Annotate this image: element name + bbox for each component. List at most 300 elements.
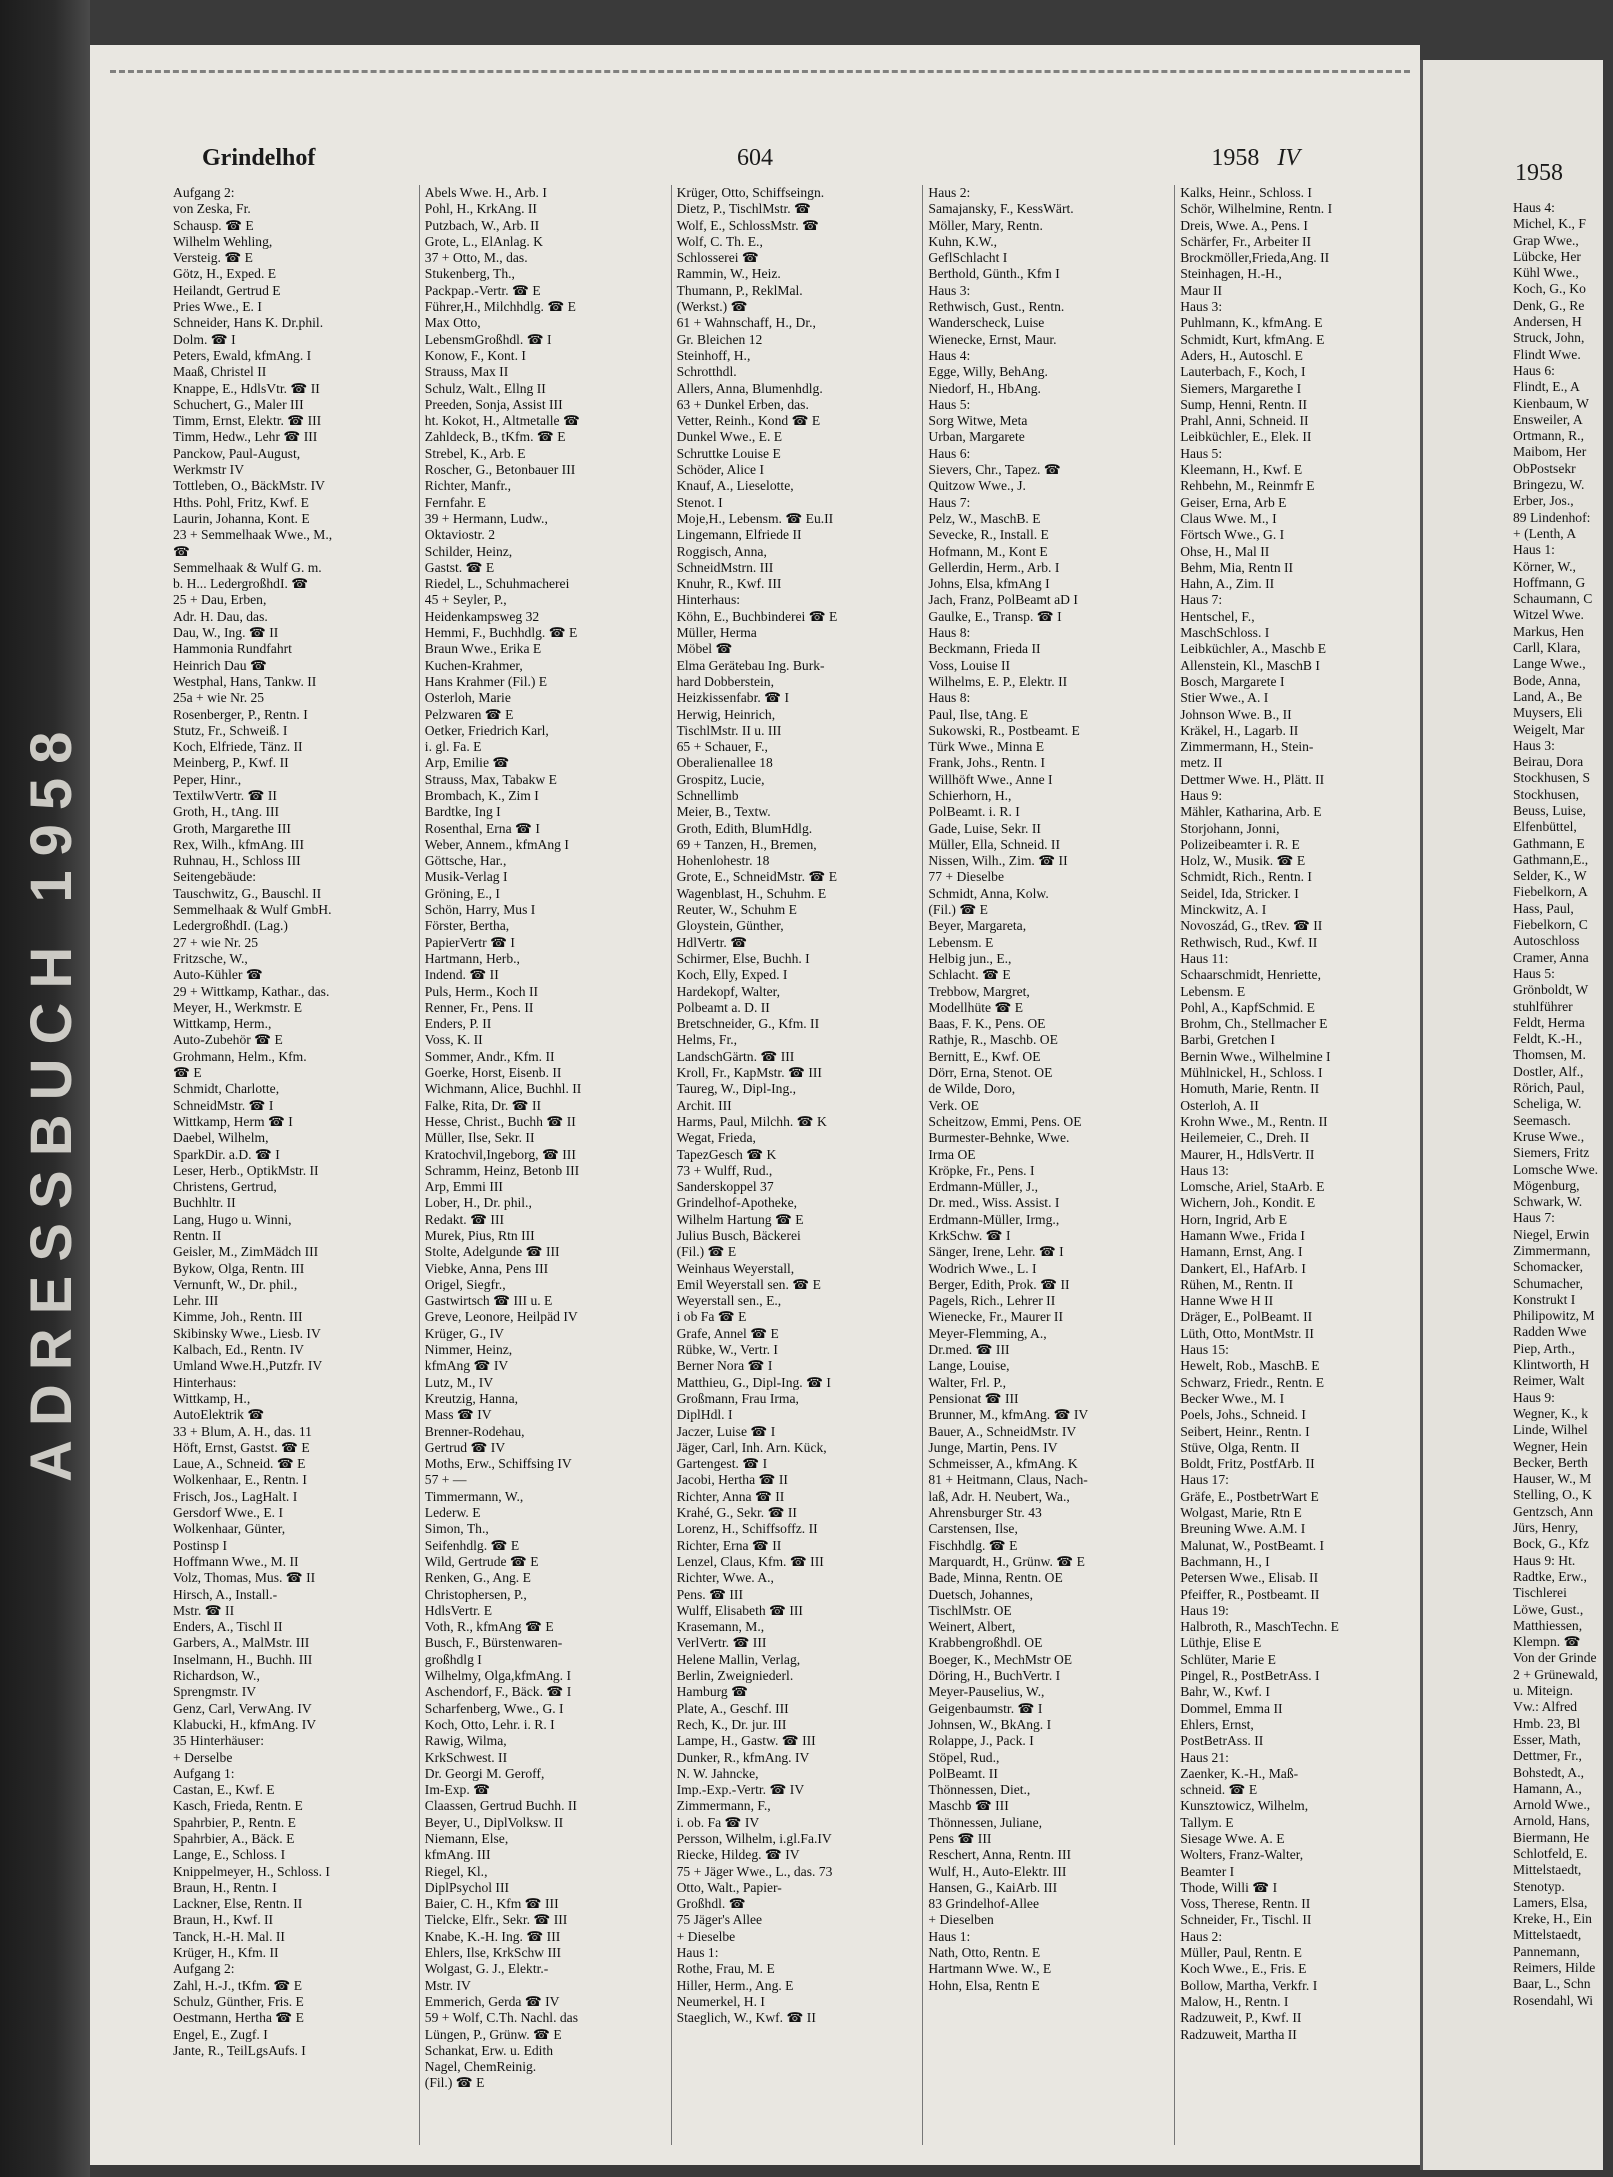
directory-entry: Trebbow, Margret, [928,983,1030,999]
directory-entry: PolBeamt. II [928,1765,998,1781]
directory-entry: Beckmann, Frieda II [928,641,1041,657]
directory-entry: Schilder, Heinz, [424,543,513,559]
directory-entry: Homuth, Marie, Rentn. II [1180,1081,1320,1097]
directory-entry: Dreis, Wwe. A., Pens. I [1180,217,1308,233]
directory-entry: Aufgang 1: [173,1765,235,1781]
directory-entry: Gellerdin, Herm., Arb. I [928,559,1060,575]
directory-entry: Stockhusen, S [1513,770,1591,786]
directory-entry: Versteig. ☎ E [173,250,253,266]
directory-entry: Christophersen, P., [424,1586,527,1602]
directory-entry: Brenner-Rodehau, [424,1423,525,1439]
directory-entry: Dankert, El., HafArb. I [1180,1260,1306,1276]
directory-entry: PostBetrAss. II [1180,1733,1264,1749]
directory-entry: Förster, Bertha, [424,918,510,934]
directory-entry: Wilhelm Hartung ☎ E [676,1211,804,1227]
directory-entry: Lange, Louise, [928,1358,1010,1374]
directory-entry: Arnold Wwe., [1513,1797,1591,1813]
directory-entry: Erdmann-Müller, Irmg., [928,1211,1060,1227]
directory-entry: Marquardt, H., Grünw. ☎ E [928,1553,1085,1569]
directory-entry: Dunker, R., kfmAng. IV [676,1749,810,1765]
directory-entry: schneid. ☎ E [1180,1782,1258,1798]
directory-entry: i ob Fa ☎ E [676,1309,747,1325]
directory-entry: Gathmann, E [1513,835,1585,851]
directory-entry: Jante, R., TeilLgsAufs. I [173,2042,306,2058]
directory-entry: Prahl, Anni, Schneid. II [1180,413,1309,429]
directory-entry: Carstensen, Ilse, [928,1521,1018,1537]
directory-entry: Gertrud ☎ IV [424,1439,506,1455]
directory-entry: 45 + Seyler, P., [424,592,507,608]
directory-entry: Müller, Ilse, Sekr. II [424,1130,535,1146]
directory-column-1 [168,185,420,2145]
directory-entry: 25 + Dau, Erben, [173,592,267,608]
directory-entry: Witzel Wwe. [1513,607,1584,623]
directory-entry: Tielcke, Elfr., Sekr. ☎ III [424,1912,568,1928]
directory-entry: Novoszád, G., tRev. ☎ II [1180,918,1323,934]
directory-entry: Haus 9: [1180,787,1223,803]
directory-entry: 35 Hinterhäuser: [173,1733,264,1749]
directory-entry: Riedel, L., Schuhmacherei [424,576,570,592]
directory-entry: Jacobi, Hertha ☎ II [676,1472,788,1488]
directory-entry: Groth, Edith, BlumHdlg. [676,820,813,836]
directory-entry: Kuchen-Krahmer, [424,657,523,673]
directory-entry: Matthieu, G., Dipl-Ing. ☎ I [676,1374,831,1390]
directory-entry: Pagels, Rich., Lehrer II [928,1293,1056,1309]
directory-entry: Stutz, Fr., Schweiß. I [173,722,288,738]
directory-entry: Schlüter, Marie E [1180,1651,1276,1667]
directory-entry: Schneider, Fr., Tischl. II [1180,1912,1312,1928]
directory-entry: TischlMstr. II u. III [676,722,782,738]
directory-entry: Bade, Minna, Rentn. OE [928,1570,1063,1586]
directory-entry: Maur II [1180,282,1223,298]
directory-entry: Klempn. ☎ [1513,1634,1581,1650]
directory-entry: Rosenthal, Erna ☎ I [424,820,540,836]
directory-entry: Semmelhaak & Wulf GmbH. [173,902,332,918]
directory-entry: Wegner, K., k [1513,1405,1588,1421]
edition-label [1211,145,1300,172]
directory-entry: Hohn, Elsa, Rentn E [928,1977,1040,1993]
directory-entry: Stier Wwe., A. I [1180,690,1269,706]
directory-entry: Riegel, Kl., [424,1863,488,1879]
directory-entry: Lober, H., Dr. phil., [424,1195,532,1211]
directory-entry: Moje,H., Lebensm. ☎ Eu.II [676,510,834,526]
directory-entry: Scheitzow, Emmi, Pens. OE [928,1113,1082,1129]
directory-entry: Dräger, E., PolBeamt. II [1180,1309,1313,1325]
directory-entry: Voss, Louise II [928,657,1011,673]
directory-entry: Maibom, Her [1513,444,1587,460]
directory-entry: Fiebelkorn, A [1513,884,1588,900]
directory-entry: Elfenbüttel, [1513,819,1577,835]
directory-entry: TischlMstr. OE [928,1602,1012,1618]
directory-entry: Tallym. E [1180,1814,1234,1830]
directory-entry: Maaß, Christel II [173,364,267,380]
directory-entry: Nath, Otto, Rentn. E [928,1945,1041,1961]
directory-entry: Neumerkel, H. I [676,1993,765,2009]
directory-entry: Kroll, Fr., KapMstr. ☎ III [676,1065,822,1081]
directory-entry: Preeden, Sonja, Assist III [424,396,563,412]
directory-entry: 73 + Wulff, Rud., [676,1162,773,1178]
directory-entry: ☎ E [173,1065,202,1081]
directory-entry: Julius Busch, Bäckerei [676,1228,801,1243]
directory-entry: Volz, Thomas, Mus. ☎ II [173,1570,316,1586]
directory-entry: i. gl. Fa. E [424,739,482,755]
directory-entry: Horn, Ingrid, Arb E [1180,1211,1288,1227]
directory-entry: Beyer, U., DiplVolksw. II [424,1814,564,1830]
directory-entry: Kalks, Heinr., Schloss. I [1180,185,1312,200]
directory-entry: Weigelt, Mar [1513,721,1585,737]
directory-entry: Schmidt, Anna, Kolw. [928,885,1049,901]
directory-entry: Schirmer, Else, Buchh. I [676,950,810,966]
directory-entry: Rethwisch, Rud., Kwf. II [1180,934,1318,950]
directory-entry: Flindt Wwe. [1513,346,1581,362]
directory-entry: Schmidt, Kurt, kfmAng. E [1180,331,1325,347]
directory-entry: Löwe, Gust., [1513,1601,1584,1617]
directory-entry: Krasemann, M., [676,1619,765,1635]
directory-entry: Seidel, Ida, Stricker. I [1180,885,1299,901]
directory-entry: Dau, W., Ing. ☎ II [173,625,279,641]
directory-entry: Land, A., Be [1513,688,1583,704]
directory-entry: Haus 3: [928,282,971,298]
directory-entry: Gaulke, E., Transp. ☎ I [928,608,1062,624]
directory-entry: Hmb. 23, Bl [1513,1715,1581,1731]
directory-entry: 75 + Jäger Wwe., L., das. 73 [676,1863,833,1879]
directory-entry: Im-Exp. ☎ [424,1782,491,1798]
directory-entry: Siemers, Margarethe I [1180,380,1302,396]
directory-entry: Niedorf, H., HbAng. [928,380,1041,396]
directory-entry: Koch, Otto, Lehr. i. R. I [424,1716,555,1732]
directory-entry: Struck, John, [1513,330,1585,346]
directory-entry: Beuss, Luise, [1513,802,1586,818]
directory-entry: Sanderskoppel 37 [676,1179,774,1195]
directory-entry: Bringezu, W. [1513,477,1585,493]
directory-entry: Wichern, Joh., Kondit. E [1180,1195,1316,1211]
directory-entry: Andersen, H [1513,314,1582,330]
directory-entry: Junge, Martin, Pens. IV [928,1439,1058,1455]
directory-entry: Johns, Elsa, kfmAng I [928,576,1050,592]
directory-entry: Wolf, C. Th. E., [676,233,763,249]
directory-entry: Meier, B., Textw. [676,804,771,820]
directory-entry: Roscher, G., Betonbauer III [424,462,576,478]
directory-entry: Meinberg, P., Kwf. II [173,755,289,771]
directory-entry: Redakt. ☎ III [424,1211,505,1227]
directory-entry: Vernunft, W., Dr. phil., [173,1276,298,1292]
directory-entry: Grafe, Annel ☎ E [676,1325,779,1341]
directory-entry: Hardekopf, Walter, [676,983,781,999]
edition-year: 1958 [1211,145,1260,171]
directory-entry: Wilhelms, E. P., Elektr. II [928,673,1068,689]
directory-entry: Breuning Wwe. A.M. I [1180,1521,1306,1537]
directory-entry: Gentzsch, Ann [1513,1503,1594,1519]
directory-entry: Erdmann-Müller, J., [928,1179,1039,1195]
directory-entry: Helbig jun., E., [928,950,1012,966]
directory-entry: Autoschloss [1513,933,1580,949]
spine-lettering: ADRESSBUCH 1958 [19,717,84,1483]
directory-entry: Kühl Wwe., [1513,265,1579,281]
directory-entry: Führer,H., Milchhdlg. ☎ E [424,299,576,315]
directory-entry: Mähler, Katharina, Arb. E [1180,804,1322,820]
directory-entry: Geigenbaumstr. ☎ I [928,1700,1043,1716]
directory-entry: Stöpel, Rud., [928,1749,1000,1765]
directory-entry: Gröning, E., I [424,885,500,901]
directory-entry: Greve, Leonore, Heilpäd IV [424,1309,578,1325]
directory-entry: Wolgast, Marie, Rtn E [1180,1505,1302,1521]
directory-entry: Halbroth, R., MaschTechn. E [1180,1619,1339,1635]
directory-entry: Gartengest. ☎ I [676,1456,768,1472]
directory-entry: Lebensm. E [1180,983,1246,999]
directory-entry: Erber, Jos., [1513,493,1574,509]
directory-entry: ht. Kokot, H., Altmetalle ☎ [424,413,580,429]
directory-entry: Lomsche Wwe. [1513,1161,1599,1177]
directory-entry: Kreke, H., Ein [1513,1911,1592,1927]
directory-entry: Stenot. I [676,494,723,510]
facing-page-column [1513,200,1613,2160]
directory-entry: Maurer, H., HdlsVertr. II [1180,1146,1315,1162]
directory-entry: Mstr. IV [424,1977,471,1993]
directory-entry: Schlosserei ☎ [676,250,759,266]
directory-entry: Helms, Fr., [676,1032,738,1048]
directory-entry: Schlacht. ☎ E [928,967,1011,983]
directory-entry: Linde, Wilhel [1513,1422,1588,1438]
directory-entry: Persson, Wilhelm, i.gl.Fa.IV [676,1830,832,1846]
directory-entry: Bosch, Margarete I [1180,673,1285,689]
directory-entry: Voss, Therese, Rentn. II [1180,1896,1311,1912]
directory-entry: Haus 17: [1180,1472,1229,1488]
directory-entry: Taureg, W., Dipl-Ing., [676,1081,797,1097]
directory-entry: Reuter, W., Schuhm E [676,902,797,918]
directory-entry: GeflSchlacht I [928,250,1008,266]
directory-entry: Carll, Klara, [1513,640,1581,656]
directory-entry: Thönnessen, Juliane, [928,1814,1043,1830]
directory-entry: Auto-Zubehör ☎ E [173,1032,283,1048]
directory-entry: Müller, Paul, Rentn. E [1180,1945,1302,1961]
directory-entry: Klintworth, H [1513,1357,1590,1373]
directory-entry: Mass ☎ IV [424,1407,492,1423]
directory-entry: Inselmann, H., Buchh. III [173,1651,313,1667]
directory-entry: Schmidt, Rich., Rentn. I [1180,869,1312,885]
directory-entry: Pelzwaren ☎ E [424,706,514,722]
directory-entry: SparkDir. a.D. ☎ I [173,1146,280,1162]
directory-entry: Haus 1: [1513,542,1555,558]
directory-entry: Quitzow Wwe., J. [928,478,1026,494]
directory-entry: Schneider, Hans K. Dr.phil. [173,315,324,331]
directory-entry: Elma Gerätebau Ing. Burk- [676,657,825,673]
directory-entry: Grap Wwe., [1513,232,1579,248]
directory-entry: 59 + Wolf, C.Th. Nachl. das [424,2010,578,2026]
edition-volume: IV [1277,145,1300,171]
directory-entry: Rehbehn, M., Reinmfr E [1180,478,1315,494]
directory-entry: Stockhusen, [1513,786,1580,802]
directory-entry: + (Lenth, A [1513,525,1577,541]
directory-entry: Helene Mallin, Verlag, [676,1651,801,1667]
directory-entry: Krabbengroßhdl. OE [928,1635,1043,1651]
directory-entry: Köhn, E., Buchbinderei ☎ E [676,608,838,624]
directory-entry: Hammonia Rundfahrt [173,641,292,657]
directory-entry: Döring, H., BuchVertr. I [928,1668,1061,1684]
directory-entry: Rex, Wilh., kfmAng. III [173,836,304,852]
directory-entry: Sommer, Andr., Kfm. II [424,1048,555,1064]
directory-entry: Wild, Gertrude ☎ E [424,1553,539,1569]
directory-entry: Wittkamp, H., [173,1390,251,1406]
directory-entry: MaschSchloss. I [1180,625,1270,641]
directory-entry: Haus 3: [1513,737,1555,753]
directory-entry: Kalbach, Ed., Rentn. IV [173,1342,304,1358]
directory-entry: Hoffmann Wwe., M. II [173,1553,299,1569]
directory-entry: Engel, E., Zugf. I [173,2026,268,2042]
directory-entry: Stüve, Olga, Rentn. II [1180,1439,1300,1455]
directory-entry: Türk Wwe., Minna E [928,739,1045,755]
directory-entry: Osterloh, A. II [1180,1097,1259,1113]
directory-page [90,45,1420,2165]
directory-entry: Wolf, E., SchlossMstr. ☎ [676,217,819,233]
directory-entry: Johnsen, W., BkAng. I [928,1716,1052,1732]
directory-entry: Falke, Rita, Dr. ☎ II [424,1097,542,1113]
directory-entry: Storjohann, Jonni, [1180,820,1280,836]
directory-entry: Schör, Wilhelmine, Rentn. I [1180,201,1333,217]
directory-entry: Johnson Wwe. B., II [1180,706,1292,722]
directory-entry: Dostler, Alf., [1513,1063,1584,1079]
directory-entry: Schulz, Günther, Fris. E [173,1993,304,2009]
directory-entry: LandschGärtn. ☎ III [676,1048,795,1064]
directory-entry: Pannemann, [1513,1943,1580,1959]
directory-entry: Pens ☎ III [928,1830,992,1846]
directory-entry: Stenotyp. [1513,1878,1565,1894]
directory-entry: Cramer, Anna [1513,949,1589,965]
directory-entry: Krüger, G., IV [424,1325,504,1341]
directory-entry: Rothe, Frau, M. E [676,1961,775,1977]
directory-entry: Braun, H., Kwf. II [173,1912,274,1928]
directory-entry: Wagenblast, H., Schuhm. E [676,885,827,901]
directory-entry: SchneidMstrn. III [676,559,774,575]
directory-entry: Sump, Henni, Rentn. II [1180,396,1308,412]
directory-entry: Nagel, ChemReinig. [424,2059,537,2075]
directory-entry: Bohstedt, A., [1513,1764,1584,1780]
directory-entry: Aders, H., Autoschl. E [1180,347,1303,363]
directory-entry: Gastwirtsch ☎ III u. E [424,1293,553,1309]
directory-entry: Westphal, Hans, Tankw. II [173,673,317,689]
directory-entry: Brohm, Ch., Stellmacher E [1180,1016,1328,1032]
directory-entry: Archit. III [676,1097,732,1113]
directory-entry: Niegel, Erwin [1513,1226,1590,1242]
directory-entry: Mögenburg, [1513,1177,1580,1193]
directory-entry: 57 + — [424,1472,467,1488]
directory-entry: Schulz, Walt., Ellng II [424,380,546,396]
directory-entry: Jach, Franz, PolBeamt aD I [928,592,1078,608]
directory-entry: Thönnessen, Diet., [928,1782,1031,1798]
directory-entry: Spahrbier, A., Bäck. E [173,1830,295,1846]
directory-entry: Murek, Pius, Rtn III [424,1228,535,1243]
directory-entry: Weinert, Albert, [928,1619,1016,1635]
directory-entry: 2 + Grünewald, [1513,1666,1599,1682]
directory-entry: Braun, H., Rentn. I [173,1879,277,1895]
directory-entry: Wulff, Elisabeth ☎ III [676,1602,803,1618]
directory-entry: Zimmermann, F., [676,1798,771,1814]
directory-entry: Kräkel, H., Lagarb. II [1180,722,1299,738]
directory-entry: Garbers, A., MalMstr. III [173,1635,310,1651]
directory-entry: Oetker, Friedrich Karl, [424,722,549,738]
directory-entry: Schmidt, Charlotte, [173,1081,280,1097]
directory-entry: Wichmann, Alice, Buchhl. II [424,1081,582,1097]
directory-entry: Thomsen, M. [1513,1047,1586,1063]
directory-entry: Rentn. II [173,1228,222,1243]
directory-entry: Auto-Kühler ☎ [173,967,263,983]
directory-entry: Werkmstr IV [173,462,245,478]
directory-entry: Braun Wwe., Erika E [424,641,542,657]
directory-entry: Ahrensburger Str. 43 [928,1505,1042,1521]
directory-entry: Leibküchler, A., Maschb E [1180,641,1327,657]
directory-entry: stuhlführer [1513,998,1573,1014]
directory-entry: Allenstein, Kl., MaschB I [1180,657,1320,673]
directory-entry: kfmAng. III [424,1847,491,1863]
directory-entry: Grote, E., SchneidMstr. ☎ E [676,869,837,885]
directory-entry: HdlsVertr. E [424,1602,493,1618]
directory-entry: Beirau, Dora [1513,754,1584,770]
directory-entry: Panckow, Paul-August, [173,445,301,461]
directory-entry: Barbi, Gretchen I [1180,1032,1275,1048]
directory-entry: Piep, Arth., [1513,1340,1575,1356]
directory-entry: Muysers, Eli [1513,705,1583,721]
directory-entry: Thumann, P., ReklMal. [676,282,803,298]
directory-entry: Ohse, H., Mal II [1180,543,1270,559]
directory-entry: Rathje, R., Maschb. OE [928,1032,1058,1048]
directory-entry: Lehr. III [173,1293,219,1309]
directory-entry: Pohl, A., KapfSchmid. E [1180,999,1315,1015]
directory-entry: Koch, G., Ko [1513,281,1586,297]
directory-entry: Körner, W., [1513,558,1576,574]
directory-entry: großhdlg I [424,1651,482,1667]
directory-entry: Haus 13: [1180,1162,1229,1178]
directory-entry: Dettmer, Fr., [1513,1748,1582,1764]
directory-entry: Gräfe, E., PostbetrWart E [1180,1488,1319,1504]
directory-entry: Wolters, Franz-Walter, [1180,1847,1304,1863]
directory-entry: Markus, Hen [1513,623,1584,639]
directory-entry: Wodrich Wwe., L. I [928,1260,1037,1276]
directory-entry: Kleemann, H., Kwf. E [1180,462,1303,478]
directory-entry: Rethwisch, Gust., Rentn. [928,299,1065,315]
directory-entry: Dr.med. ☎ III [928,1342,1010,1358]
directory-entry: Kröpke, Fr., Pens. I [928,1162,1035,1178]
directory-entry: Haus 4: [928,347,971,363]
directory-entry: Arnold, Hans, [1513,1813,1590,1829]
directory-entry: Grindelhof-Apotheke, [676,1195,798,1211]
directory-entry: Lutz, M., IV [424,1374,494,1390]
directory-entry: Radzuweit, P., Kwf. II [1180,2010,1302,2026]
directory-entry: Götz, H., Exped. E [173,266,277,282]
directory-entry: 27 + wie Nr. 25 [173,934,259,950]
directory-entry: Puhlmann, K., kfmAng. E [1180,315,1323,331]
directory-entry: Richter, Wwe. A., [676,1570,774,1586]
directory-entry: Arp, Emmi III [424,1179,503,1195]
directory-entry: 65 + Schauer, F., [676,739,768,755]
directory-entry: Wulf, H., Auto-Elektr. III [928,1863,1067,1879]
directory-entry: Flindt, E., A [1513,379,1580,395]
directory-entry: Rammin, W., Heiz. [676,266,781,282]
directory-entry: Baier, C. H., Kfm ☎ III [424,1896,559,1912]
directory-entry: Jürs, Henry, [1513,1520,1579,1536]
directory-entry: Timm, Hedw., Lehr ☎ III [173,429,318,445]
directory-entry: Dörr, Erna, Stenot. OE [928,1065,1053,1081]
directory-entry: ☎ [173,543,190,559]
directory-entry: Lebensm. E [928,934,994,950]
directory-entry: Schmeisser, A., kfmAng. K [928,1456,1078,1472]
top-divider [110,70,1410,75]
directory-entry: Heilandt, Gertrud E [173,282,281,298]
directory-entry: 63 + Dunkel Erben, das. [676,396,809,412]
directory-entry: Heizkissenfabr. ☎ I [676,690,790,706]
directory-entry: Umland Wwe.H.,Putzfr. IV [173,1358,323,1374]
directory-entry: Modellhüte ☎ E [928,999,1024,1015]
directory-entry: i. ob. Fa ☎ IV [676,1814,760,1830]
directory-entry: Adr. H. Dau, das. [173,608,268,624]
directory-entry: Arp, Emilie ☎ [424,755,510,771]
